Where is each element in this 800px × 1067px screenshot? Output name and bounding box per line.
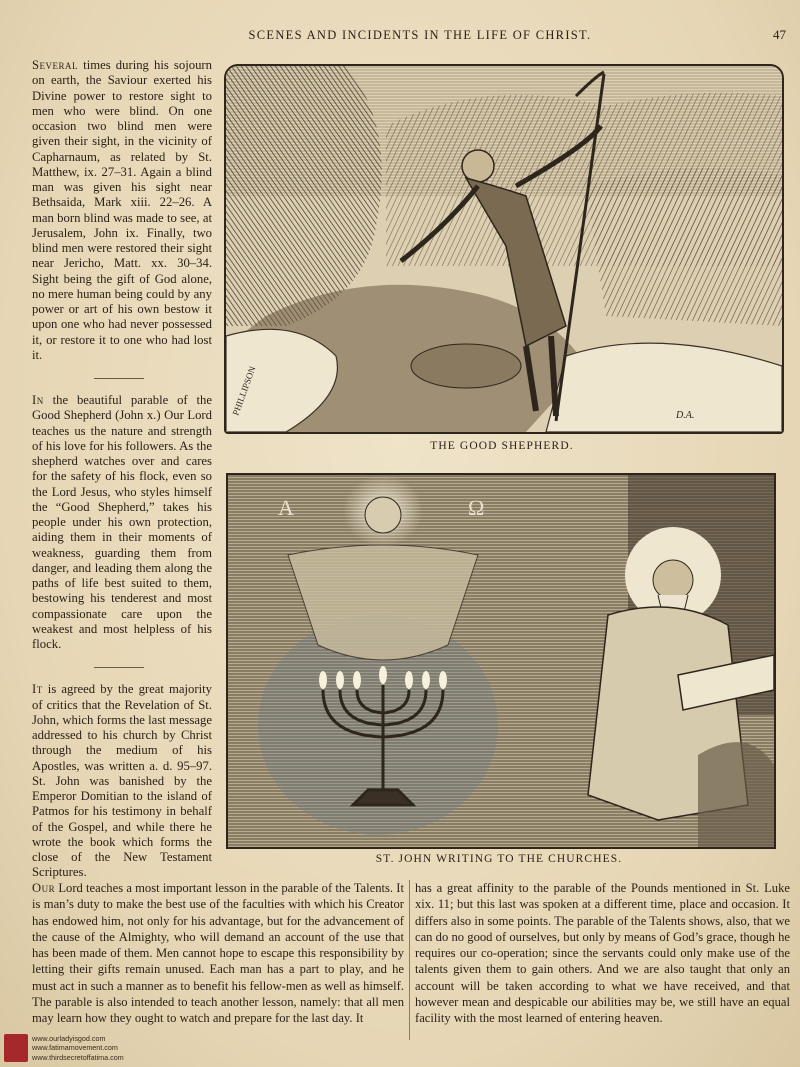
paragraph-blind-men	[32, 58, 212, 363]
paragraph-revelation	[32, 682, 212, 880]
watermark-url: www.fatimamovement.com	[32, 1043, 118, 1053]
website-watermark	[4, 1032, 174, 1066]
lead-word: Our	[32, 881, 56, 895]
lead-word: Several	[32, 58, 79, 72]
running-title: SCENES AND INCIDENTS IN THE LIFE OF CHRIST.	[248, 28, 592, 42]
st-john-engraving	[226, 473, 776, 849]
st-john-caption: ST. JOHN WRITING TO THE CHURCHES.	[375, 853, 623, 865]
engraver-signature-left: PHILLIPSON	[230, 364, 258, 417]
engraver-signature-right: D.A.	[676, 410, 695, 421]
paragraph-good-shepherd	[32, 393, 212, 652]
good-shepherd-drawing	[226, 66, 782, 432]
alpha-letter: A	[278, 495, 294, 520]
lead-word: It	[32, 682, 43, 697]
shield-logo-icon	[4, 1034, 28, 1062]
good-shepherd-caption: THE GOOD SHEPHERD.	[430, 440, 574, 452]
omega-letter: Ω	[468, 495, 485, 520]
paragraph-text: is agreed by the great majority of critics that the Revelation of St. John, which forms the last message addressed to his church by Christ through the medium of his Apostles, was written a. d. 95–97. St. John was banished by the Emperor Domitian to the island of Patmos for his testimony in behalf of the Gospel, and while there he wrote the book which forms the close of the New Testament Scriptures.	[32, 682, 212, 880]
lead-word: In	[32, 393, 44, 407]
paragraph-text: Lord teaches a most important lesson in the parable of the Talents. It is man’s duty to make the best use of the faculties with which his Creator has endowed him, not only for his advantage, but for the advancement of the cause of the Almighty, who will demand an account of the use that has been made of them. Men cannot hope to escape this responsibility by letting their gifts remain unused. Each man has a part to play, and he must act in such a manner as to benefit his fellow-men as well as himself. The parable is also intended to teach another lesson, namely: that all men may learn how they ought to watch and prepare for the last day. It	[32, 881, 404, 1026]
st-john-drawing	[228, 475, 774, 847]
watermark-urls	[32, 1034, 124, 1062]
watermark-url: www.thirdsecretoffatima.com	[32, 1052, 124, 1062]
bottom-right-column	[415, 880, 790, 1027]
bottom-left-column	[32, 880, 404, 1027]
good-shepherd-engraving	[224, 64, 784, 434]
divider	[94, 378, 144, 379]
watermark-url: www.ourladyisgod.com	[32, 1034, 106, 1043]
page-number: 47	[773, 27, 786, 42]
paragraph-text: has a great affinity to the parable of the Pounds mentioned in St. Luke xix. 11; but this last was spoken at a different time, place and occasion. It differs also in some points. The parable of the Talents shows, also, that we can do no good of ourselves, but only by means of God’s grace, though he requires our co-operation; since the servants could only make use of the talents given them to gain others. And we are also taught that only an account will be taken according to what we have received, and that however mean and despicable our abilities may be, we still have an equal facility with the most learned of entering heaven.	[415, 881, 790, 1026]
left-text-column	[32, 58, 212, 896]
divider	[94, 667, 144, 668]
column-rule	[409, 880, 410, 1040]
paragraph-text: times during his sojourn on earth, the Saviour exerted his Divine power to restore sight to men who were blind. On one occasion two blind men were given their sight, in the vicinity of Capharnaum, as related by St. Matthew, ix. 27–31. Again a blind man was given his sight near Bethsaida, Mark xiii. 22–26. A man born blind was made to see, at Jerusalem, John ix. Finally, two blind men were restored their sight near Jericho, Matt. xx. 30–34. Sight being the gift of God alone, no mere human being could by any power or art of his own bestow it upon one who had never possessed it, or restore it to one who had lost it.	[32, 58, 212, 362]
paragraph-text: the beautiful parable of the Good Shepherd (John x.) Our Lord teaches us the nature and strength of his love for his followers. As the shepherd watches over and cares for the safety of his flock, even so the Lord Jesus, who styles himself the “Good Shepherd,” takes his people under his own protection, aiding them in their moments of weakness, guarding them from danger, and leading them along the paths of life best suited to them, bestowing his tenderest and most compassionate care upon the weakest and most helpless of his flock.	[32, 393, 212, 651]
